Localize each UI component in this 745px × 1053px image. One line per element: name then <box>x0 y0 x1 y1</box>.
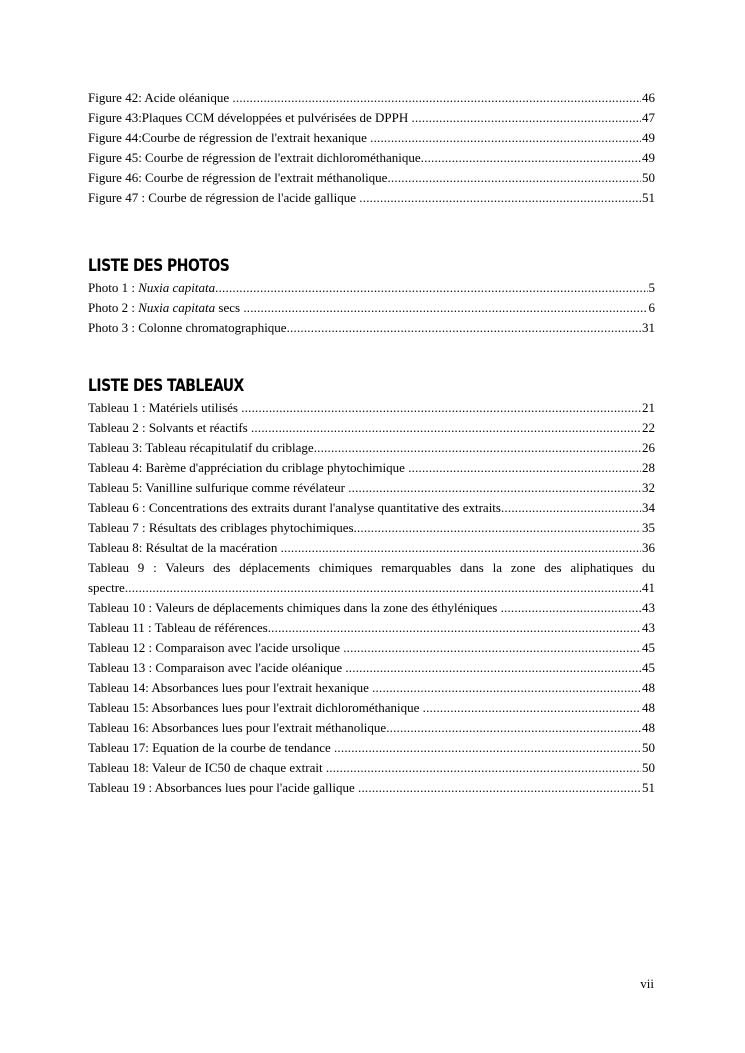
entry-page-number: 45 <box>642 640 655 655</box>
species-name: Nuxia capitata <box>138 280 216 295</box>
figure-entry[interactable] <box>88 148 655 168</box>
table-entry[interactable] <box>88 658 655 678</box>
entry-page-number: 6 <box>648 300 655 315</box>
dot-leader <box>281 538 641 558</box>
dot-leader <box>372 678 641 698</box>
entry-label: Tableau 19 : Absorbances lues pour l'acide gallique <box>88 780 359 795</box>
entry-prefix: Photo 1 : <box>88 280 139 295</box>
entry-label: Tableau 16: Absorbances lues pour l'extrait méthanolique <box>88 720 387 735</box>
entry-label: Tableau 12 : Comparaison avec l'acide ursolique <box>88 640 344 655</box>
dot-leader <box>501 498 641 518</box>
entry-label: Tableau 15: Absorbances lues pour l'extrait dichlorométhanique <box>88 700 423 715</box>
table-entry[interactable] <box>88 678 655 698</box>
table-entry[interactable] <box>88 598 655 618</box>
entry-label <box>88 278 215 298</box>
entry-label-line-2-row <box>88 578 655 598</box>
page-content <box>88 88 655 798</box>
dot-leader <box>386 718 641 738</box>
entry-label: Tableau 3: Tableau récapitulatif du criblage <box>88 440 314 455</box>
entry-page-number: 32 <box>642 480 655 495</box>
figure-entry[interactable] <box>88 128 655 148</box>
entry-page-number: 26 <box>642 440 655 455</box>
table-entry[interactable] <box>88 458 655 478</box>
figure-entry[interactable] <box>88 168 655 188</box>
dot-leader <box>232 88 641 108</box>
entry-label <box>88 298 243 318</box>
entry-prefix: Photo 3 : Colonne chromatographique <box>88 320 287 335</box>
entry-label: Figure 42: Acide oléanique <box>88 90 233 105</box>
dot-leader <box>241 398 641 418</box>
entry-page-number: 51 <box>642 190 655 205</box>
entry-page-number: 50 <box>642 170 655 185</box>
table-entry[interactable] <box>88 758 655 778</box>
entry-page-number: 50 <box>642 760 655 775</box>
dot-leader <box>501 598 641 618</box>
entry-label: Tableau 10 : Valeurs de déplacements chimiques dans la zone des éthyléniques <box>88 600 501 615</box>
entry-page-number: 34 <box>642 500 655 515</box>
dot-leader <box>268 618 641 638</box>
dot-leader <box>370 128 641 148</box>
entry-page-number: 49 <box>642 150 655 165</box>
table-entry[interactable] <box>88 738 655 758</box>
entry-label: Tableau 14: Absorbances lues pour l'extrait hexanique <box>88 680 373 695</box>
entry-page-number: 48 <box>642 720 655 735</box>
photo-entry[interactable] <box>88 318 655 338</box>
table-entry[interactable] <box>88 778 655 798</box>
entry-page-number: 35 <box>642 520 655 535</box>
entry-label: Tableau 18: Valeur de IC50 de chaque extrait <box>88 760 326 775</box>
entry-page-number: 31 <box>642 320 655 335</box>
entry-label: Tableau 11 : Tableau de références <box>88 620 268 635</box>
photos-list <box>88 278 655 338</box>
photo-entry[interactable] <box>88 298 655 318</box>
dot-leader <box>387 168 641 188</box>
entry-page-number: 5 <box>648 280 655 295</box>
figure-entry[interactable] <box>88 88 655 108</box>
entry-label <box>88 318 287 338</box>
photo-entry[interactable] <box>88 278 655 298</box>
entry-label: Tableau 2 : Solvants et réactifs <box>88 420 251 435</box>
dot-leader <box>359 188 641 208</box>
entry-label: Tableau 7 : Résultats des criblages phytochimiques <box>88 520 354 535</box>
entry-label: Tableau 6 : Concentrations des extraits durant l'analyse quantitative des extraits <box>88 500 501 515</box>
entry-label-line-2: spectre <box>88 580 125 595</box>
tables-heading: LISTE DES TABLEAUX <box>88 376 244 396</box>
entry-page-number: 46 <box>642 90 655 105</box>
figure-entry[interactable] <box>88 108 655 128</box>
table-entry[interactable] <box>88 698 655 718</box>
dot-leader <box>243 298 647 318</box>
page-number: vii <box>640 976 654 991</box>
entry-page-number: 22 <box>642 420 655 435</box>
species-name: Nuxia capitata <box>138 300 216 315</box>
entry-label-line-1: Tableau 9 : Valeurs des déplacements chimiques remarquables dans la zone des aliphatiques du <box>88 560 655 575</box>
entry-page-number: 47 <box>642 110 655 125</box>
dot-leader <box>125 578 641 598</box>
entry-page-number: 50 <box>642 740 655 755</box>
table-entry[interactable] <box>88 538 655 558</box>
entry-page-number: 41 <box>642 580 655 595</box>
photos-heading: LISTE DES PHOTOS <box>88 256 230 276</box>
entry-page-number: 49 <box>642 130 655 145</box>
dot-leader <box>408 458 641 478</box>
dot-leader <box>421 148 641 168</box>
dot-leader <box>345 658 641 678</box>
dot-leader <box>348 478 641 498</box>
dot-leader <box>354 518 641 538</box>
entry-page-number: 48 <box>642 680 655 695</box>
dot-leader <box>423 698 641 718</box>
entry-label: Tableau 5: Vanilline sulfurique comme révélateur <box>88 480 349 495</box>
dot-leader <box>251 418 641 438</box>
entry-suffix: secs <box>215 300 244 315</box>
table-entry[interactable] <box>88 418 655 438</box>
dot-leader <box>412 108 641 128</box>
table-entry[interactable] <box>88 398 655 418</box>
entry-label: Figure 45: Courbe de régression de l'extrait dichlorométhanique <box>88 150 421 165</box>
entry-page-number: 36 <box>642 540 655 555</box>
table-entry[interactable] <box>88 618 655 638</box>
table-entry[interactable] <box>88 478 655 498</box>
entry-label: Tableau 4: Barème d'appréciation du criblage phytochimique <box>88 460 409 475</box>
table-entry[interactable] <box>88 518 655 538</box>
entry-label: Figure 43:Plaques CCM développées et pulvérisées de DPPH <box>88 110 412 125</box>
table-entry[interactable] <box>88 438 655 458</box>
entry-label: Tableau 8: Résultat de la macération <box>88 540 281 555</box>
dot-leader <box>314 438 641 458</box>
dot-leader <box>326 758 641 778</box>
dot-leader <box>334 738 641 758</box>
entry-label: Tableau 13 : Comparaison avec l'acide oléanique <box>88 660 346 675</box>
table-entry[interactable] <box>88 718 655 738</box>
entry-page-number: 28 <box>642 460 655 475</box>
entry-label: Figure 46: Courbe de régression de l'extrait méthanolique <box>88 170 388 185</box>
table-entry[interactable] <box>88 498 655 518</box>
figures-list <box>88 88 655 208</box>
dot-leader <box>215 278 647 298</box>
table-entry[interactable] <box>88 638 655 658</box>
entry-page-number: 43 <box>642 620 655 635</box>
entry-label: Figure 44:Courbe de régression de l'extrait hexanique <box>88 130 371 145</box>
figure-entry[interactable] <box>88 188 655 208</box>
entry-page-number: 48 <box>642 700 655 715</box>
dot-leader <box>343 638 641 658</box>
entry-page-number: 21 <box>642 400 655 415</box>
table-entry-wrapped[interactable] <box>88 558 655 598</box>
entry-label: Tableau 1 : Matériels utilisés <box>88 400 242 415</box>
entry-page-number: 43 <box>642 600 655 615</box>
entry-prefix: Photo 2 : <box>88 300 139 315</box>
entry-page-number: 45 <box>642 660 655 675</box>
dot-leader <box>287 318 641 338</box>
tables-list <box>88 398 655 798</box>
entry-label: Tableau 17: Equation de la courbe de tendance <box>88 740 334 755</box>
entry-label: Figure 47 : Courbe de régression de l'acide gallique <box>88 190 360 205</box>
entry-page-number: 51 <box>642 780 655 795</box>
dot-leader <box>358 778 641 798</box>
